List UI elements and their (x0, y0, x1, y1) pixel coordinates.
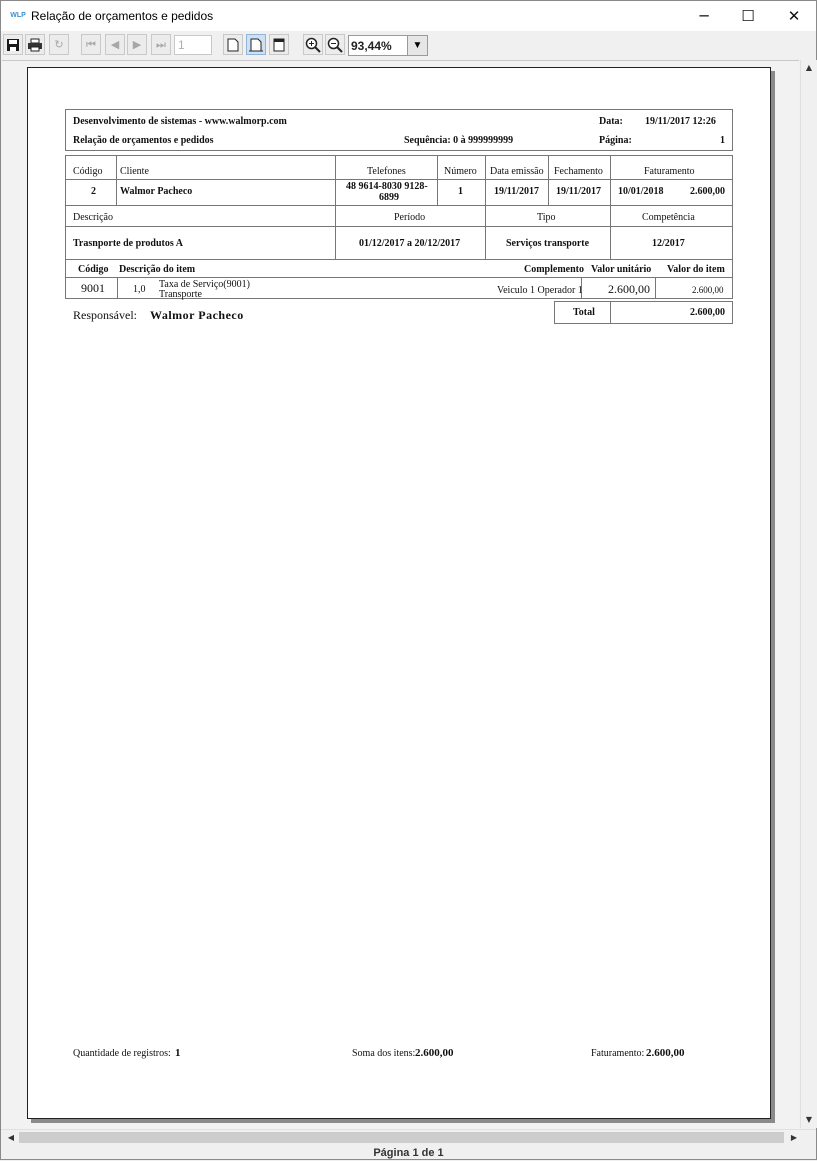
col-numero: Número (444, 166, 477, 177)
chevron-down-icon[interactable]: ▼ (408, 35, 428, 56)
item-valor-unitario: 2.600,00 (608, 282, 650, 296)
col-item-valor-item: Valor do item (667, 264, 725, 275)
detail-competencia: 12/2017 (652, 238, 685, 249)
page-number-input[interactable]: 1 (174, 35, 212, 55)
report-title: Relação de orçamentos e pedidos (73, 135, 214, 146)
single-page-icon[interactable] (223, 34, 243, 55)
divider (65, 226, 733, 227)
next-page-icon[interactable]: ▶ (127, 34, 147, 55)
divider (485, 155, 486, 259)
col-item-complemento: Complemento (524, 264, 584, 275)
col-descricao: Descrição (73, 212, 113, 223)
col-periodo: Período (394, 212, 426, 223)
col-item-descricao: Descrição do item (119, 264, 196, 275)
refresh-icon[interactable]: ↻ (49, 34, 69, 55)
report-page (27, 67, 771, 1119)
col-fechamento: Fechamento (554, 166, 603, 177)
order-data-emissao: 19/11/2017 (494, 186, 540, 197)
footer-qtd-value: 1 (175, 1047, 181, 1059)
date-label: Data: (599, 116, 623, 127)
footer-soma-value: 2.600,00 (415, 1047, 454, 1059)
divider (116, 155, 117, 205)
order-telefones-2: 6899 (379, 192, 399, 203)
item-valor-item: 2.600,00 (692, 285, 724, 295)
total-label: Total (573, 307, 595, 318)
zoom-in-icon[interactable] (303, 34, 323, 55)
maximize-button[interactable]: ☐ (741, 7, 755, 25)
divider (65, 205, 733, 206)
order-cliente: Walmor Pacheco (120, 186, 193, 197)
col-item-codigo: Código (78, 264, 109, 275)
item-descricao-2: Transporte (159, 289, 202, 300)
divider (610, 155, 611, 259)
total-value: 2.600,00 (690, 307, 725, 318)
col-item-valor-unitario: Valor unitário (591, 264, 652, 275)
footer-fat-value: 2.600,00 (646, 1047, 685, 1059)
divider (65, 259, 733, 260)
minimize-button[interactable]: ─ (699, 7, 709, 25)
scroll-right-icon[interactable]: ▶ (790, 1133, 798, 1142)
divider (548, 155, 549, 205)
divider (65, 179, 733, 180)
order-telefones-1: 48 9614-8030 9128- (346, 181, 428, 192)
col-tipo: Tipo (537, 212, 556, 223)
sequence-range: Sequência: 0 à 999999999 (404, 135, 514, 146)
footer-fat-label: Faturamento: (591, 1048, 645, 1059)
col-faturamento: Faturamento (644, 166, 695, 177)
save-icon[interactable] (3, 34, 23, 55)
item-descricao-1: Taxa de Serviço(9001) (159, 279, 250, 290)
item-codigo: 9001 (81, 281, 105, 295)
divider (117, 277, 118, 299)
responsavel-value: Walmor Pacheco (150, 308, 244, 322)
col-telefones: Telefones (367, 166, 406, 177)
horizontal-scrollbar[interactable] (1, 1129, 816, 1146)
page-label: Página: (599, 135, 632, 146)
status-bar-page-info: Página 1 de 1 (373, 1147, 444, 1159)
responsavel-label: Responsável: (73, 308, 137, 322)
zoom-out-icon[interactable] (325, 34, 345, 55)
col-competencia: Competência (642, 212, 695, 223)
footer-soma-label: Soma dos itens: (352, 1048, 416, 1059)
page-width-icon[interactable] (246, 34, 266, 55)
detail-descricao: Trasnporte de produtos A (73, 238, 183, 249)
scroll-up-icon[interactable]: ▲ (805, 63, 813, 72)
scroll-left-icon[interactable]: ◀ (7, 1133, 15, 1142)
detail-periodo: 01/12/2017 a 20/12/2017 (359, 238, 461, 249)
detail-tipo: Serviços transporte (506, 238, 590, 249)
print-icon[interactable] (25, 34, 45, 55)
col-cliente: Cliente (120, 166, 149, 177)
divider (335, 155, 336, 259)
footer-qtd-label: Quantidade de registros: (73, 1048, 171, 1059)
vertical-scrollbar[interactable] (800, 60, 817, 1128)
divider (610, 301, 611, 324)
app-icon: WLP (10, 12, 26, 19)
close-button[interactable]: ✕ (787, 7, 801, 25)
scrollbar-thumb[interactable] (19, 1132, 784, 1143)
col-data-emissao: Data emissão (490, 166, 544, 177)
order-faturamento-valor: 2.600,00 (690, 186, 725, 197)
divider (437, 155, 438, 205)
scroll-down-icon[interactable]: ▼ (805, 1115, 813, 1124)
page-value: 1 (720, 135, 725, 146)
zoom-combobox[interactable]: 93,44% (348, 35, 408, 56)
item-complemento: Veiculo 1 Operador 1 (497, 285, 583, 296)
company-name: Desenvolvimento de sistemas - www.walmorp.com (73, 116, 287, 127)
order-faturamento-data: 10/01/2018 (618, 186, 664, 197)
item-quantidade: 1,0 (133, 284, 146, 295)
toolbar (1, 32, 816, 59)
window-title: Relação de orçamentos e pedidos (31, 9, 214, 23)
date-value: 19/11/2017 12:26 (645, 116, 716, 127)
col-codigo: Código (73, 166, 103, 177)
title-bar (1, 1, 816, 31)
first-page-icon[interactable]: ⏮ (81, 34, 101, 55)
last-page-icon[interactable]: ⏭ (151, 34, 171, 55)
order-numero: 1 (458, 186, 463, 197)
order-fechamento: 19/11/2017 (556, 186, 602, 197)
divider (65, 277, 733, 278)
previous-page-icon[interactable]: ◀ (105, 34, 125, 55)
order-codigo: 2 (91, 186, 96, 197)
divider (655, 277, 656, 299)
full-page-icon[interactable] (269, 34, 289, 55)
